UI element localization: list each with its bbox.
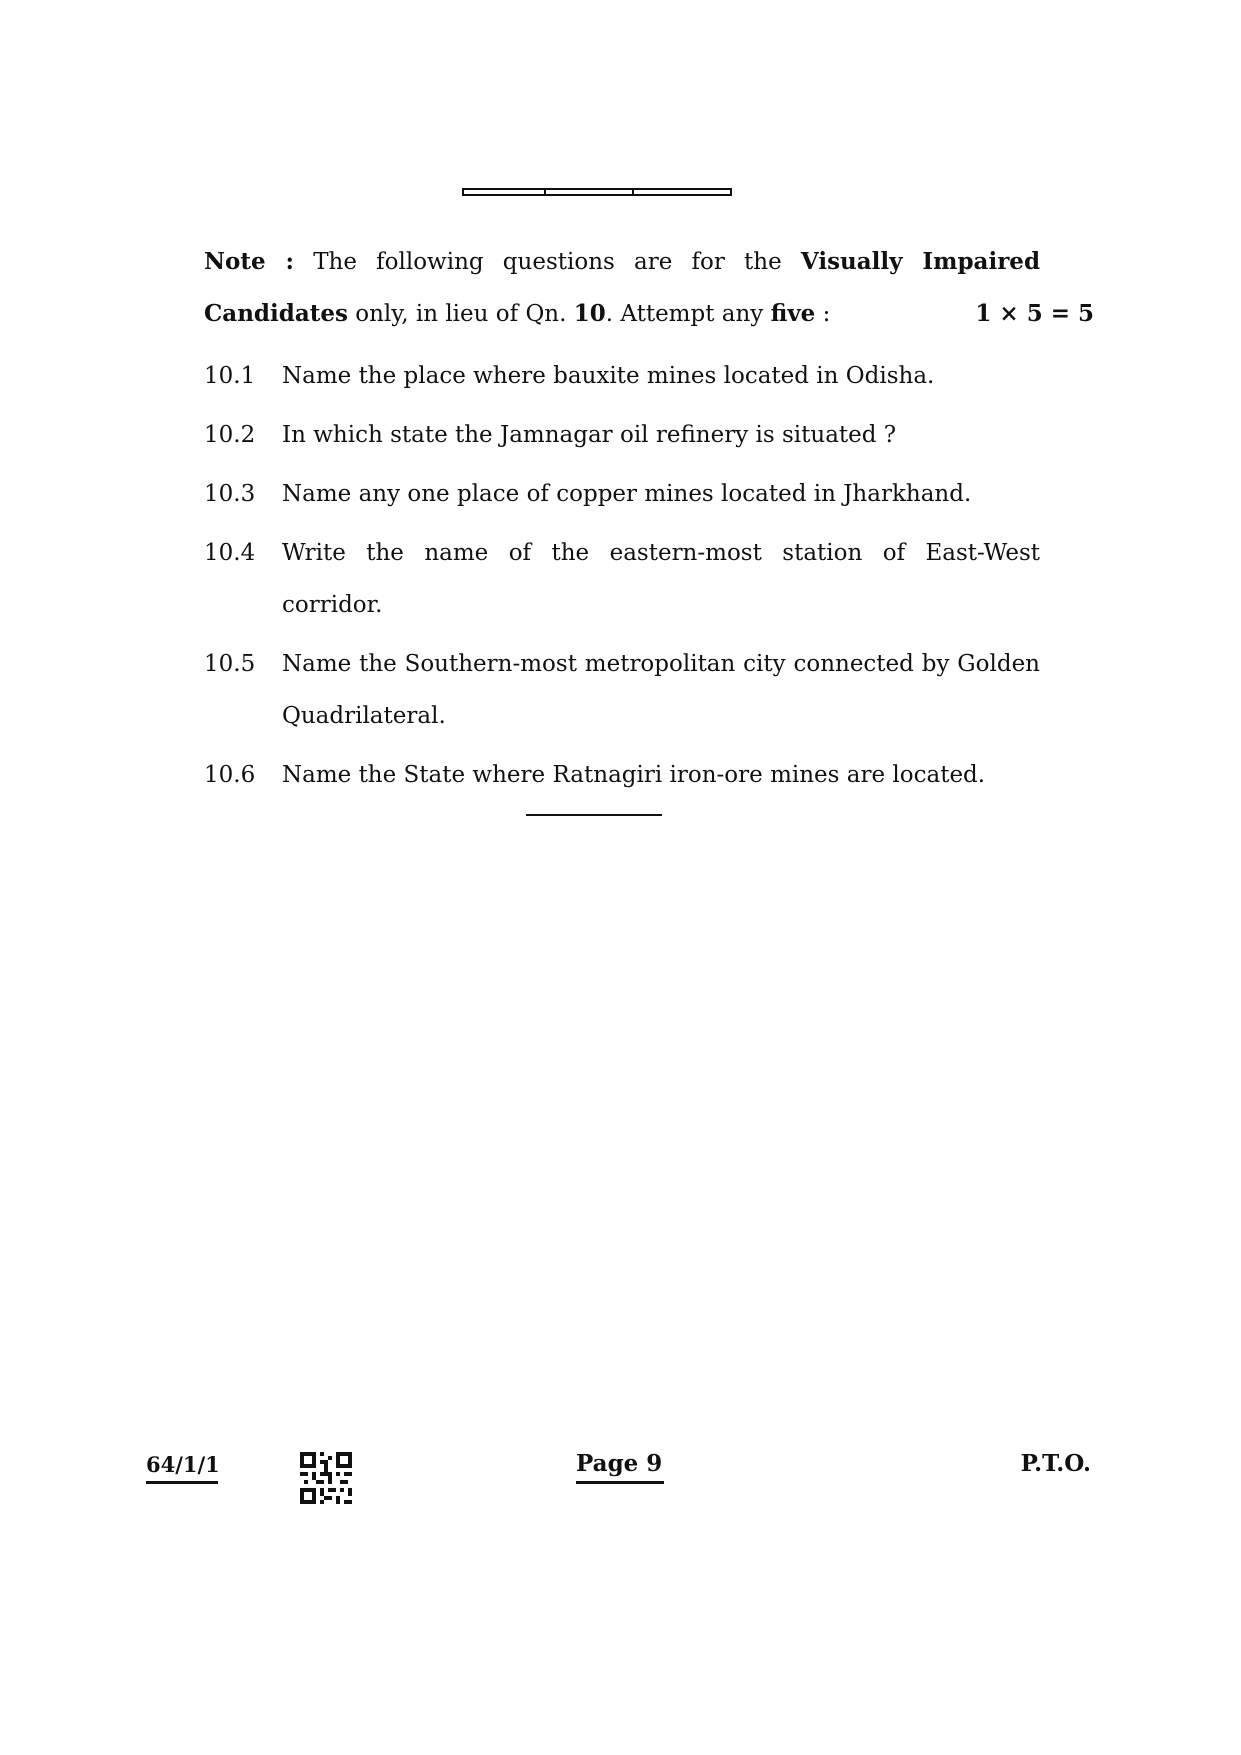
note-colon: : [815,301,831,327]
question-number: 10.2 [204,422,256,448]
question-item [204,749,1094,801]
question-text: Write the name of the eastern-most station of East-West corridor. [282,540,1040,618]
note-emphasis: Visually Impaired [800,248,1041,275]
please-turn-over: P.T.O. [1020,1450,1091,1477]
top-ornament [462,188,732,196]
question-text: Name the State where Ratnagiri iron-ore mines are located. [282,762,986,788]
question-number: 10.3 [204,481,256,507]
ornament-divider [632,188,634,196]
note-candidates: Candidates [204,300,348,327]
qr-code-icon [300,1452,352,1504]
question-item [204,350,1094,402]
question-number: 10.1 [204,363,256,389]
note-label: Note : [204,248,294,275]
end-of-section-rule [526,814,662,816]
page-number: Page 9 [576,1450,664,1484]
question-item [204,409,1094,461]
question-number: 10.6 [204,762,256,788]
question-text: In which state the Jamnagar oil refinery is situated ? [282,422,897,448]
ornament-divider [544,188,546,196]
note-five: five [770,300,816,327]
marks-allocation: 1 × 5 = 5 [975,300,1094,327]
note-line-2 [204,288,1094,340]
note-question-ref: 10 [573,300,606,327]
note-text-a: only, in lieu of Qn. [347,301,574,327]
note-text: The following questions are for the [313,249,782,275]
question-text: Name the place where bauxite mines located in Odisha. [282,363,935,389]
question-number: 10.4 [204,540,256,566]
question-number: 10.5 [204,651,256,677]
question-item [204,638,1094,742]
note-line-1 [204,236,1040,288]
question-item [204,527,1094,631]
question-list [204,350,1094,808]
question-text: Name any one place of copper mines located in Jharkhand. [282,481,972,507]
paper-code: 64/1/1 [146,1452,218,1484]
question-text: Name the Southern-most metropolitan city connected by Golden Quadrilateral. [282,651,1040,729]
note-text-b: . Attempt any [605,301,771,327]
question-item [204,468,1094,520]
